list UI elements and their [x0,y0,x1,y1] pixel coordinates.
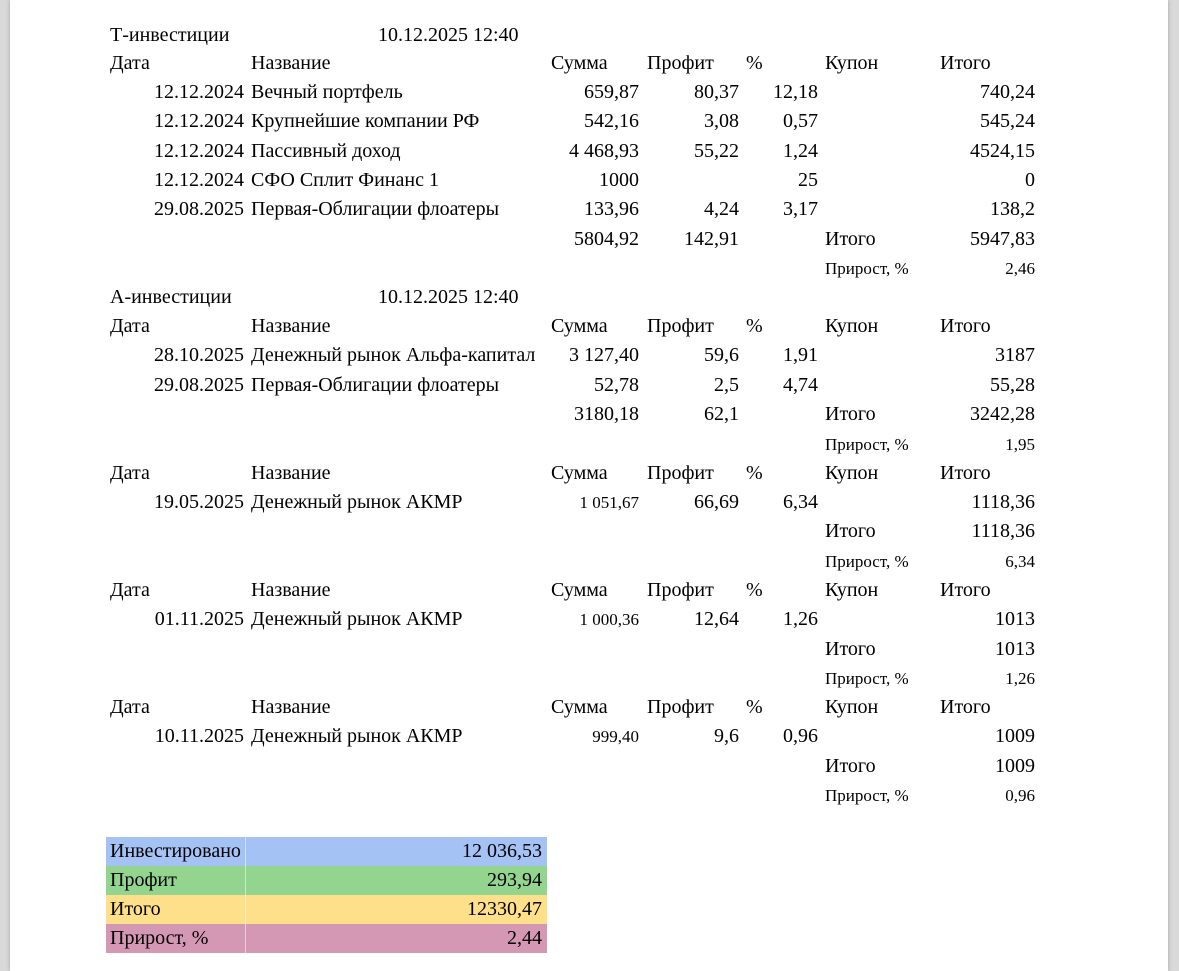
row-profit[interactable]: 2,5 [714,374,739,396]
row-sum[interactable]: 1 000,36 [579,610,639,629]
header-total[interactable]: Итого [940,315,991,337]
growth-label[interactable]: Прирост, % [825,669,909,688]
summary-value[interactable]: 12 036,53 [462,840,542,862]
row-profit[interactable]: 80,37 [694,81,739,103]
section-title-row [10,283,1168,312]
row-profit[interactable]: 4,24 [704,198,739,220]
grand-total[interactable]: 3242,28 [970,403,1035,425]
row-total[interactable]: 1118,36 [971,491,1035,513]
section-title[interactable]: Т-инвестиции [110,24,230,46]
growth-row [10,664,1168,693]
profit-total[interactable]: 142,91 [684,228,739,250]
row-total[interactable]: 0 [1025,169,1035,191]
section-timestamp[interactable]: 10.12.2025 12:40 [378,286,519,308]
grand-total[interactable]: 5947,83 [970,228,1035,250]
row-name[interactable]: СФО Сплит Финанс 1 [251,169,439,191]
growth-row [10,781,1168,810]
header-total[interactable]: Итого [940,52,991,74]
header-profit[interactable]: Профит [647,462,714,484]
row-profit[interactable]: 3,08 [704,110,739,132]
total-label[interactable]: Итого [825,520,876,542]
header-row [10,312,1168,341]
row-name[interactable]: Крупнейшие компании РФ [251,110,480,132]
row-total[interactable]: 138,2 [990,198,1035,220]
table-row [10,195,1168,224]
row-name[interactable]: Первая-Облигации флоатеры [251,374,500,396]
summary-row-profit [106,866,547,895]
growth-value[interactable]: 1,95 [1005,435,1035,454]
header-row [10,459,1168,488]
grand-total[interactable]: 1013 [995,638,1035,660]
row-coupon[interactable] [825,166,935,195]
row-sum[interactable]: 4 468,93 [569,140,639,162]
row-date[interactable]: 29.08.2025 [154,374,244,396]
row-coupon[interactable] [825,371,935,400]
header-total[interactable]: Итого [940,696,991,718]
row-name[interactable]: Денежный рынок АКМР [251,725,463,747]
table-row [10,371,1168,400]
row-coupon[interactable] [825,107,935,136]
row-total[interactable]: 4524,15 [970,140,1035,162]
cell-divider [245,895,246,924]
row-sum[interactable]: 1 051,67 [579,493,639,512]
total-label[interactable]: Итого [825,638,876,660]
summary-value[interactable]: 2,44 [507,927,542,949]
totals-row [10,400,1168,429]
header-date[interactable]: Дата [110,52,150,74]
row-sum[interactable]: 999,40 [592,727,639,746]
header-coupon[interactable]: Купон [825,52,879,74]
row-total[interactable]: 1013 [995,608,1035,630]
growth-label[interactable]: Прирост, % [825,435,909,454]
row-coupon[interactable] [825,722,935,751]
header-name[interactable]: Название [251,696,331,718]
row-profit[interactable]: 9,6 [714,725,739,747]
header-name[interactable]: Название [251,462,331,484]
header-pct[interactable]: % [746,52,763,74]
row-sum[interactable]: 133,96 [584,198,639,220]
header-sum[interactable]: Сумма [551,579,608,601]
row-date[interactable]: 12.12.2024 [154,110,244,132]
row-pct[interactable]: 4,74 [783,374,818,396]
header-total[interactable]: Итого [940,579,991,601]
summary-label[interactable]: Профит [110,869,177,891]
row-pct[interactable]: 0,96 [783,725,818,747]
grand-total[interactable]: 1118,36 [971,520,1035,542]
growth-value[interactable]: 2,46 [1005,259,1035,278]
header-date[interactable]: Дата [110,696,150,718]
row-total[interactable]: 545,24 [980,110,1035,132]
header-row [10,49,1168,78]
table-row [10,78,1168,107]
sum-total[interactable]: 5804,92 [574,228,639,250]
header-date[interactable]: Дата [110,579,150,601]
growth-label[interactable]: Прирост, % [825,259,909,278]
header-sum[interactable]: Сумма [551,696,608,718]
growth-label[interactable]: Прирост, % [825,552,909,571]
header-pct[interactable]: % [746,462,763,484]
row-total[interactable]: 55,28 [990,374,1035,396]
row-sum[interactable]: 659,87 [584,81,639,103]
cell-divider [245,866,246,895]
growth-value[interactable]: 6,34 [1005,552,1035,571]
summary-value[interactable]: 293,94 [487,869,542,891]
row-profit[interactable]: 55,22 [694,140,739,162]
header-total[interactable]: Итого [940,462,991,484]
row-coupon[interactable] [825,341,935,370]
row-name[interactable]: Денежный рынок АКМР [251,608,463,630]
totals-row [10,635,1168,664]
summary-value[interactable]: 12330,47 [467,898,542,920]
summary-row-growth [106,924,547,953]
header-coupon[interactable]: Купон [825,315,879,337]
header-profit[interactable]: Профит [647,52,714,74]
table-row [10,107,1168,136]
totals-row [10,752,1168,781]
row-coupon[interactable] [825,78,935,107]
cell-divider [245,837,246,866]
header-sum[interactable]: Сумма [551,315,608,337]
row-total[interactable]: 740,24 [980,81,1035,103]
growth-label[interactable]: Прирост, % [825,786,909,805]
total-label[interactable]: Итого [825,228,876,250]
header-coupon[interactable]: Купон [825,579,879,601]
row-sum[interactable]: 52,78 [594,374,639,396]
table-row [10,137,1168,166]
summary-label[interactable]: Итого [110,898,161,920]
row-date[interactable]: 12.12.2024 [154,81,244,103]
row-profit[interactable] [647,166,739,195]
header-profit[interactable]: Профит [647,315,714,337]
row-name[interactable]: Первая-Облигации флоатеры [251,198,500,220]
table-row [10,166,1168,195]
section-timestamp[interactable]: 10.12.2025 12:40 [378,24,519,46]
summary-row-total [106,895,547,924]
row-pct[interactable]: 3,17 [783,198,818,220]
row-coupon[interactable] [825,195,935,224]
header-row [10,576,1168,605]
row-pct[interactable]: 1,26 [783,608,818,630]
growth-row [10,547,1168,576]
growth-row [10,254,1168,283]
row-date[interactable]: 29.08.2025 [154,198,244,220]
growth-value[interactable]: 0,96 [1005,786,1035,805]
grand-total[interactable]: 1009 [995,755,1035,777]
summary-row-invested [106,837,547,866]
row-profit[interactable]: 59,6 [704,344,739,366]
header-date[interactable]: Дата [110,315,150,337]
row-profit[interactable]: 66,69 [694,491,739,513]
row-date[interactable]: 12.12.2024 [154,169,244,191]
growth-value[interactable]: 1,26 [1005,669,1035,688]
total-label[interactable]: Итого [825,403,876,425]
spreadsheet-page [10,0,1168,971]
row-coupon[interactable] [825,137,935,166]
row-total[interactable]: 1009 [995,725,1035,747]
row-profit[interactable]: 12,64 [694,608,739,630]
row-name[interactable]: Денежный рынок Альфа-капитал [251,344,536,366]
total-label[interactable]: Итого [825,755,876,777]
header-row [10,693,1168,722]
row-pct[interactable]: 25 [798,169,818,191]
header-sum[interactable]: Сумма [551,52,608,74]
row-date[interactable]: 01.11.2025 [154,608,244,630]
section-title[interactable]: А-инвестиции [110,286,232,308]
header-name[interactable]: Название [251,579,331,601]
row-coupon[interactable] [825,488,935,517]
header-profit[interactable]: Профит [647,579,714,601]
row-date[interactable]: 28.10.2025 [154,344,244,366]
header-name[interactable]: Название [251,315,331,337]
header-pct[interactable]: % [746,696,763,718]
totals-row [10,225,1168,254]
header-date[interactable]: Дата [110,462,150,484]
row-total[interactable]: 3187 [995,344,1035,366]
row-pct[interactable]: 0,57 [783,110,818,132]
profit-total[interactable]: 62,1 [704,403,739,425]
summary-label[interactable]: Инвестировано [110,840,241,862]
row-date[interactable]: 10.11.2025 [154,725,244,747]
header-pct[interactable]: % [746,315,763,337]
row-name[interactable]: Денежный рынок АКМР [251,491,463,513]
table-row [10,488,1168,517]
row-date[interactable]: 12.12.2024 [154,140,244,162]
header-coupon[interactable]: Купон [825,462,879,484]
sum-total[interactable]: 3180,18 [574,403,639,425]
row-name[interactable]: Пассивный доход [251,140,401,162]
row-date[interactable]: 19.05.2025 [154,491,244,513]
row-sum[interactable]: 542,16 [584,110,639,132]
header-sum[interactable]: Сумма [551,462,608,484]
growth-row [10,430,1168,459]
row-pct[interactable]: 12,18 [773,81,818,103]
header-coupon[interactable]: Купон [825,696,879,718]
table-row [10,605,1168,634]
summary-label[interactable]: Прирост, % [110,927,209,949]
cell-divider [245,924,246,953]
header-pct[interactable]: % [746,579,763,601]
totals-row [10,517,1168,546]
row-pct[interactable]: 1,24 [783,140,818,162]
row-pct[interactable]: 1,91 [783,344,818,366]
row-sum[interactable]: 3 127,40 [569,344,639,366]
row-sum[interactable]: 1000 [599,169,639,191]
table-row [10,341,1168,370]
section-title-row [10,21,1168,50]
summary-table [106,837,547,953]
row-name[interactable]: Вечный портфель [251,81,403,103]
header-name[interactable]: Название [251,52,331,74]
table-row [10,722,1168,751]
row-pct[interactable]: 6,34 [783,491,818,513]
header-profit[interactable]: Профит [647,696,714,718]
row-coupon[interactable] [825,605,935,634]
